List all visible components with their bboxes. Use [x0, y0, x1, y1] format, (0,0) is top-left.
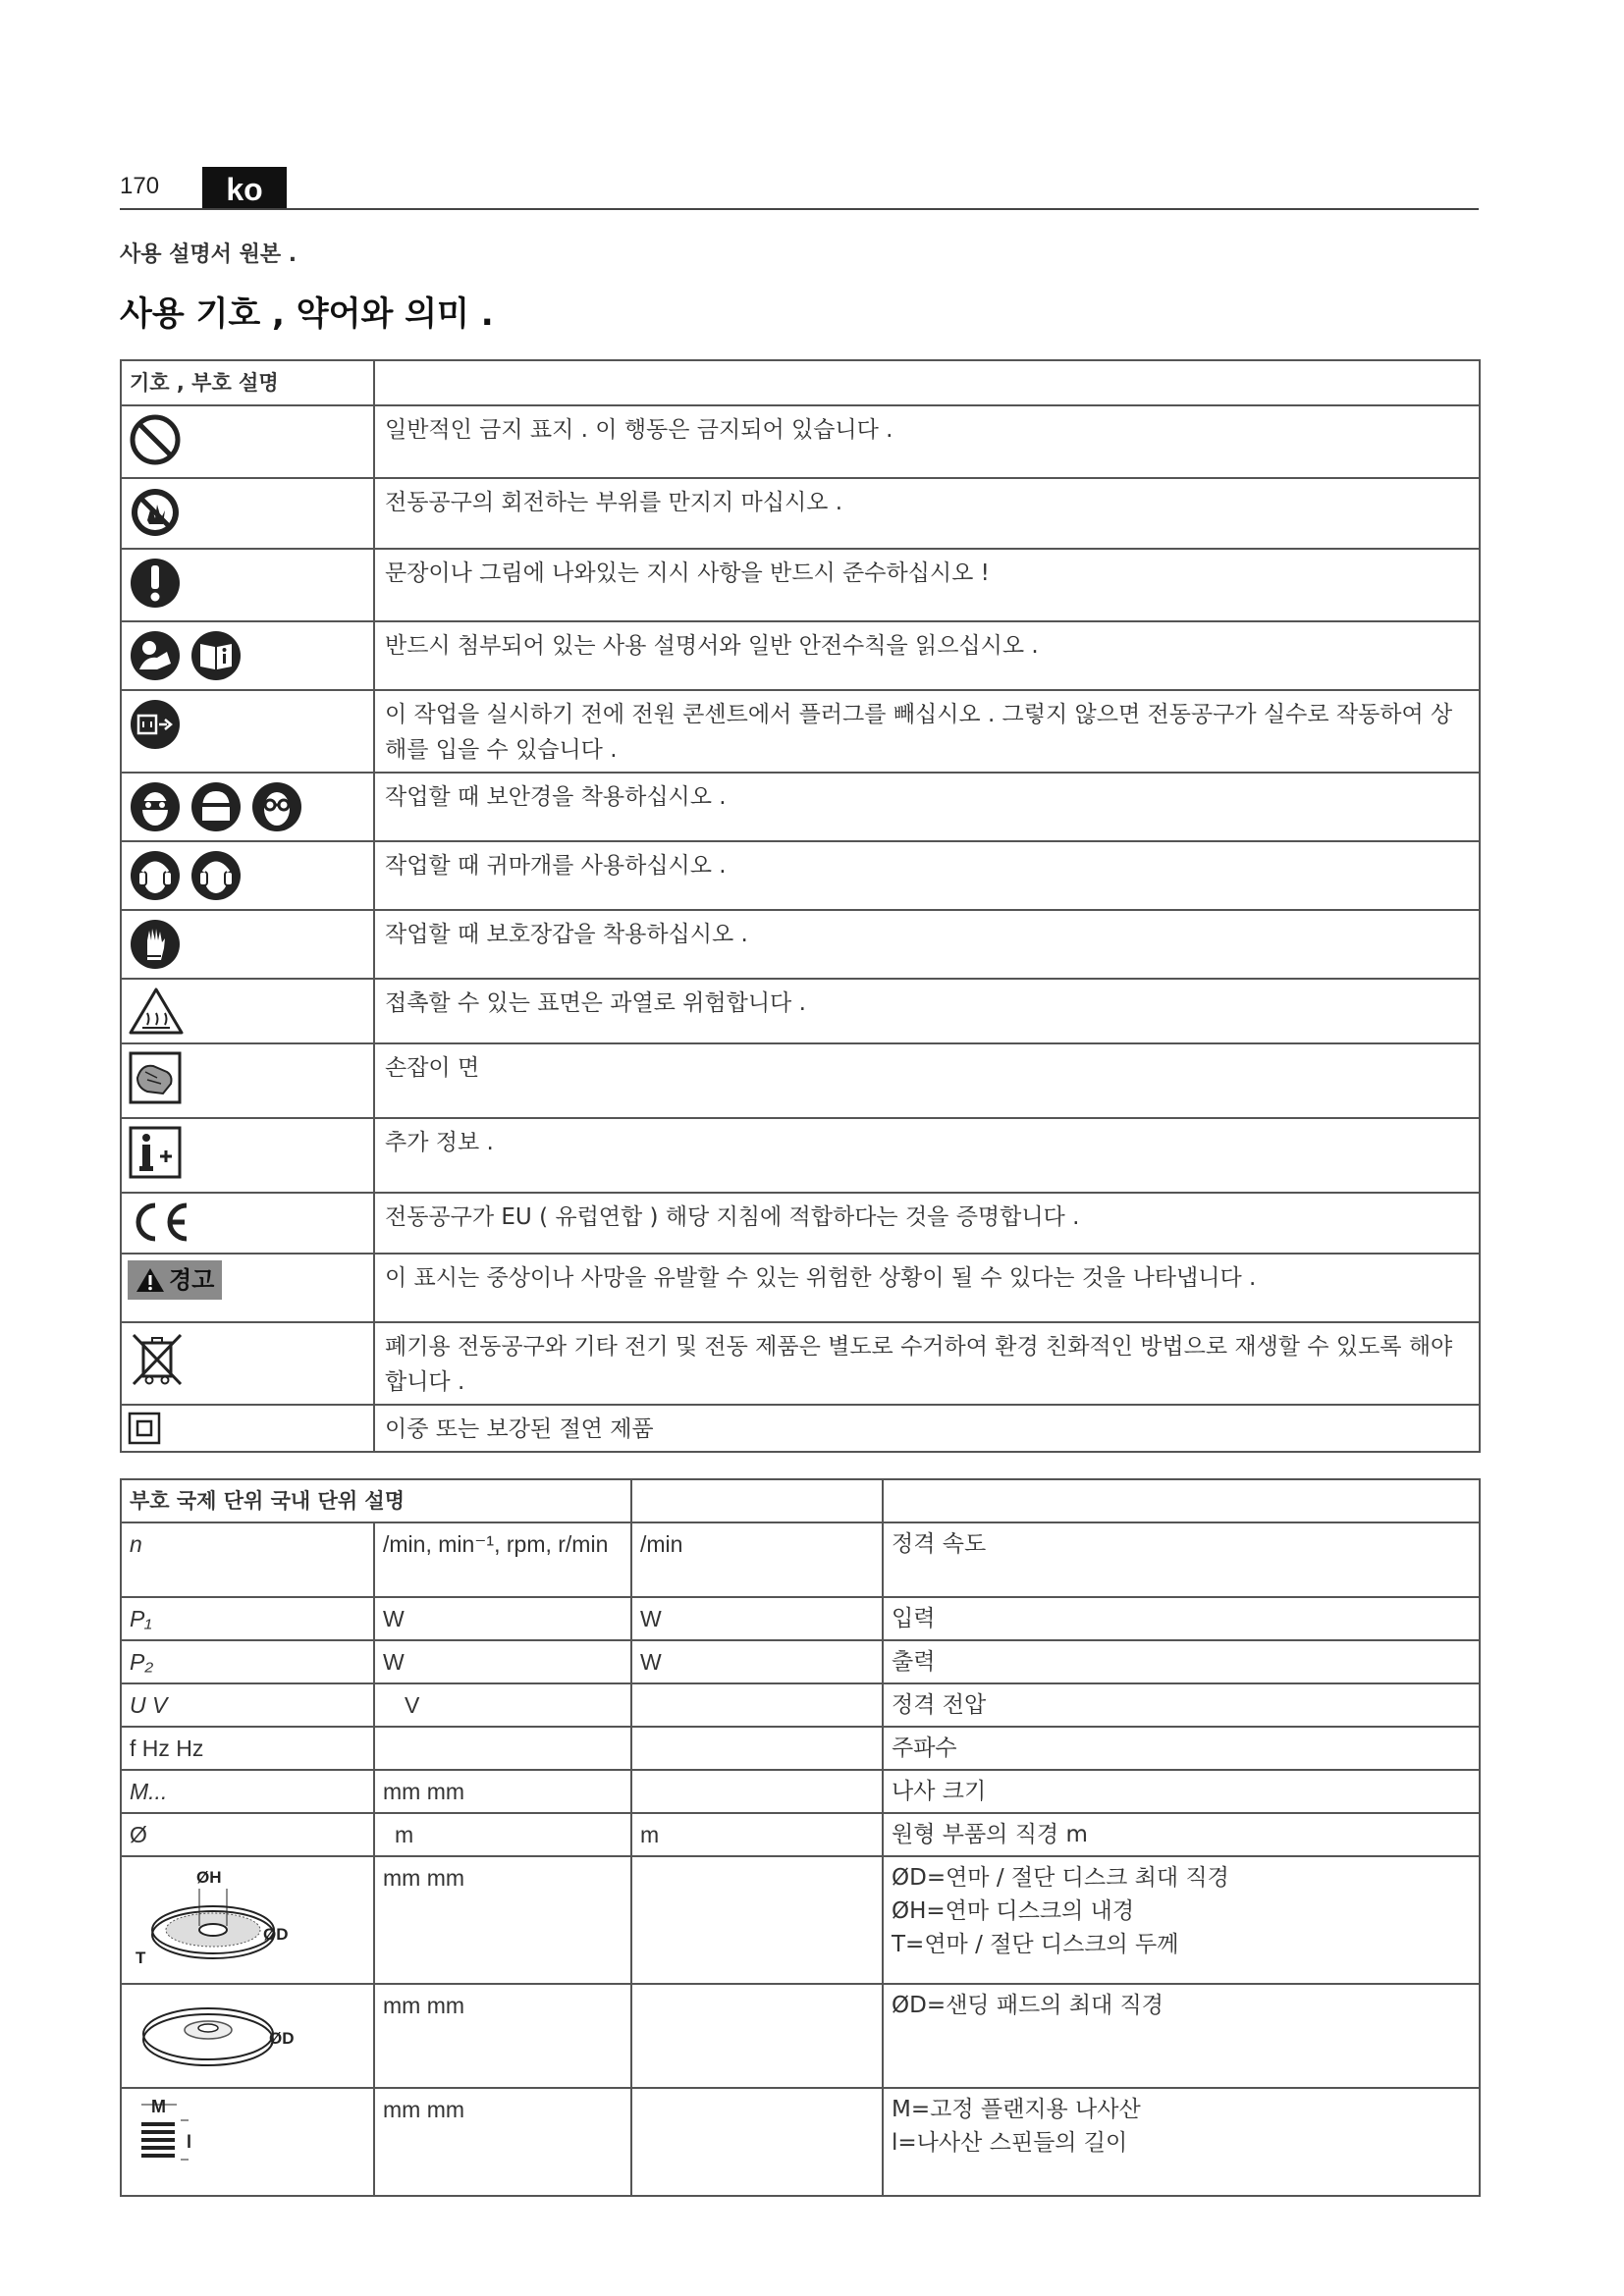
handle-surface-icon [128, 1050, 183, 1105]
unit-description: 정격 속도 [883, 1522, 1480, 1597]
goggles-icon [128, 779, 183, 834]
abrasive-disc-diagram-icon [130, 1861, 297, 1969]
table-row [121, 621, 1480, 690]
unit-description: 원형 부품의 직경 m [883, 1813, 1480, 1856]
document-subtitle: 사용 설명서 원본 . [120, 242, 298, 267]
sanding-pad-diagram-icon [130, 1989, 297, 2073]
table-row [121, 910, 1480, 979]
additional-info-icon [128, 1125, 183, 1180]
diagram-label: ØH [196, 1868, 222, 1887]
row-description: 반드시 첨부되어 있는 사용 설명서와 일반 안전수칙을 읽으십시오 . [374, 621, 1480, 690]
row-description: 작업할 때 보호장갑을 착용하십시오 . [374, 910, 1480, 979]
warning-label-icon [128, 1260, 222, 1300]
table-row [121, 1522, 1480, 1597]
intl-unit: mm mm [374, 1984, 631, 2088]
intl-unit [374, 1727, 631, 1770]
description-line: l=나사산 스핀들의 길이 [892, 2130, 1128, 2156]
row-description: 접촉할 수 있는 표면은 과열로 위험합니다 . [374, 979, 1480, 1043]
table-row [121, 1984, 1480, 2088]
intl-unit: V [374, 1683, 631, 1727]
warning-label-text: 경고 [169, 1266, 215, 1294]
ce-mark-icon [128, 1200, 192, 1245]
manual-info-icon [189, 628, 244, 683]
units-header-cell: 부호 국제 단위 국내 단위 설명 [121, 1479, 631, 1522]
intl-unit: mm mm [374, 2088, 631, 2196]
intl-unit: W [374, 1597, 631, 1640]
description-line: ØH=연마 디스크의 내경 [892, 1898, 1135, 1924]
intl-unit: m [374, 1813, 631, 1856]
language-tag: ko [202, 167, 287, 208]
unit-symbol: Ø [121, 1813, 374, 1856]
diagram-label: ØD [263, 1925, 289, 1944]
table-row [121, 1597, 1480, 1640]
unit-symbol: P₁ [121, 1597, 374, 1640]
diagram-label: T [135, 1949, 146, 1967]
hot-surface-icon [128, 986, 185, 1037]
table-row [121, 1193, 1480, 1254]
weee-bin-icon [128, 1329, 187, 1388]
table-row [121, 979, 1480, 1043]
row-description: 이 표시는 중상이나 사망을 유발할 수 있는 위험한 상황이 될 수 있다는 것을 나타냅니다 . [374, 1254, 1480, 1322]
table-row [121, 773, 1480, 841]
unit-symbol: U V [121, 1683, 374, 1727]
unit-description: 입력 [883, 1597, 1480, 1640]
face-shield-icon [189, 779, 244, 834]
table-header-row [121, 1479, 1480, 1522]
units-table [120, 1478, 1481, 2197]
local-unit: W [631, 1597, 883, 1640]
local-unit: m [631, 1813, 883, 1856]
spindle-thread-diagram-icon [130, 2093, 228, 2181]
table-row [121, 405, 1480, 478]
table-row [121, 1640, 1480, 1683]
diagram-label: ØD [269, 2029, 295, 2048]
read-instructions-icon [128, 628, 183, 683]
table-row [121, 1322, 1480, 1405]
local-unit [631, 1856, 883, 1984]
unit-description [883, 2088, 1480, 2196]
table-row [121, 1856, 1480, 1984]
symbols-header-cell: 기호 , 부호 설명 [121, 360, 374, 405]
row-description: 추가 정보 . [374, 1118, 1480, 1193]
local-unit [631, 2088, 883, 2196]
intl-unit: W [374, 1640, 631, 1683]
unit-description [883, 1856, 1480, 1984]
page-title: 사용 기호 , 약어와 의미 . [120, 294, 494, 334]
unit-symbol: M... [121, 1770, 374, 1813]
description-line: M=고정 플랜지용 나사산 [892, 2097, 1141, 2122]
unit-description: 나사 크기 [883, 1770, 1480, 1813]
mandatory-action-icon [128, 556, 183, 611]
local-unit [631, 1727, 883, 1770]
table-row [121, 549, 1480, 621]
empty-header-cell [883, 1479, 1480, 1522]
unit-symbol: P₂ [121, 1640, 374, 1683]
prohibition-icon [128, 412, 183, 467]
ear-protection-icon [189, 848, 244, 903]
row-description: 손잡이 면 [374, 1043, 1480, 1118]
table-row [121, 1254, 1480, 1322]
table-row [121, 1118, 1480, 1193]
table-row [121, 478, 1480, 549]
unit-description [883, 1984, 1480, 2088]
intl-unit: /min, min⁻¹, rpm, r/min [374, 1522, 631, 1597]
local-unit [631, 1683, 883, 1727]
description-line: ØD=샌딩 패드의 최대 직경 [892, 1993, 1164, 2018]
ear-protection-icon [128, 848, 183, 903]
unplug-icon [128, 697, 183, 752]
intl-unit: mm mm [374, 1770, 631, 1813]
table-row [121, 2088, 1480, 2196]
empty-header-cell [631, 1479, 883, 1522]
gloves-icon [128, 917, 183, 972]
unit-symbol: n [121, 1522, 374, 1597]
description-line: ØD=연마 / 절단 디스크 최대 직경 [892, 1865, 1229, 1891]
description-line: T=연마 / 절단 디스크의 두께 [892, 1932, 1179, 1957]
safety-glasses-icon [249, 779, 304, 834]
table-row [121, 1405, 1480, 1452]
page-header [120, 167, 1479, 210]
table-row [121, 1770, 1480, 1813]
warning-triangle-icon [135, 1266, 165, 1294]
row-description: 작업할 때 귀마개를 사용하십시오 . [374, 841, 1480, 910]
row-description: 작업할 때 보안경을 착용하십시오 . [374, 773, 1480, 841]
page-number: 170 [120, 173, 160, 199]
double-insulation-icon [128, 1412, 161, 1445]
table-row [121, 1043, 1480, 1118]
row-description: 일반적인 금지 표지 . 이 행동은 금지되어 있습니다 . [374, 405, 1480, 478]
table-header-row [121, 360, 1480, 405]
table-row [121, 690, 1480, 773]
local-unit [631, 1984, 883, 2088]
row-description: 전동공구가 EU ( 유럽연합 ) 해당 지침에 적합하다는 것을 증명합니다 . [374, 1193, 1480, 1254]
table-row [121, 1727, 1480, 1770]
table-row [121, 1683, 1480, 1727]
row-description: 이 작업을 실시하기 전에 전원 콘센트에서 플러그를 빼십시오 . 그렇지 않으면 전동공구가 실수로 작동하여 상해를 입을 수 있습니다 . [374, 690, 1480, 773]
unit-symbol: f Hz Hz [121, 1727, 374, 1770]
unit-description: 주파수 [883, 1727, 1480, 1770]
empty-header-cell [374, 360, 1480, 405]
unit-description: 정격 전압 [883, 1683, 1480, 1727]
row-description: 전동공구의 회전하는 부위를 만지지 마십시오 . [374, 478, 1480, 549]
table-row [121, 1813, 1480, 1856]
local-unit: W [631, 1640, 883, 1683]
local-unit: /min [631, 1522, 883, 1597]
intl-unit: mm mm [374, 1856, 631, 1984]
row-description: 문장이나 그림에 나와있는 지시 사항을 반드시 준수하십시오 ! [374, 549, 1480, 621]
local-unit [631, 1770, 883, 1813]
do-not-touch-rotating-parts-icon [128, 485, 183, 540]
unit-description: 출력 [883, 1640, 1480, 1683]
symbols-table [120, 359, 1481, 1453]
diagram-label: l [187, 2132, 192, 2152]
row-description: 이중 또는 보강된 절연 제품 [374, 1405, 1480, 1452]
diagram-label: M [151, 2097, 166, 2116]
row-description: 폐기용 전동공구와 기타 전기 및 전동 제품은 별도로 수거하여 환경 친화적인 방법으로 재생할 수 있도록 해야 합니다 . [374, 1322, 1480, 1405]
table-row [121, 841, 1480, 910]
